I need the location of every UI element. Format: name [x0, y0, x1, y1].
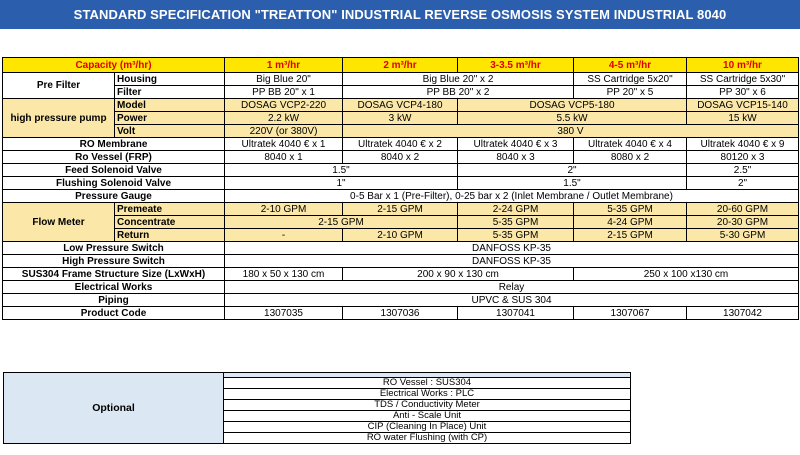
low-switch-value: DANFOSS KP-35 [225, 242, 799, 255]
capacity-col: 10 m³/hr [687, 58, 799, 73]
optional-item: Electrical Works : PLC [224, 389, 631, 400]
power-value: 2.2 kW [225, 112, 343, 125]
piping-label: Piping [3, 294, 225, 307]
electrical-label: Electrical Works [3, 281, 225, 294]
high-switch-value: DANFOSS KP-35 [225, 255, 799, 268]
product-code-value: 1307042 [687, 307, 799, 320]
flow-concentrate-row [3, 216, 799, 229]
power-value: 5.5 kW [458, 112, 687, 125]
return-value: 2-15 GPM [574, 229, 687, 242]
concentrate-value: 2-15 GPM [225, 216, 458, 229]
product-code-label: Product Code [3, 307, 225, 320]
frame-label: SUS304 Frame Structure Size (LxWxH) [3, 268, 225, 281]
model-value: DOSAG VCP2-220 [225, 99, 343, 112]
piping-value: UPVC & SUS 304 [225, 294, 799, 307]
premeate-value: 20-60 GPM [687, 203, 799, 216]
product-code-value: 1307036 [343, 307, 458, 320]
capacity-label: Capacity (m³/hr) [3, 58, 225, 73]
feed-valve-value: 2" [458, 164, 687, 177]
piping-row [3, 294, 799, 307]
concentrate-value: 20-30 GPM [687, 216, 799, 229]
capacity-col: 3-3.5 m³/hr [458, 58, 574, 73]
frame-value: 250 x 100 x130 cm [574, 268, 799, 281]
ro-membrane-value: Ultratek 4040 € x 9 [687, 138, 799, 151]
return-value: 2-10 GPM [343, 229, 458, 242]
electrical-value: Relay [225, 281, 799, 294]
optional-item: CIP (Cleaning In Place) Unit [224, 422, 631, 433]
filter-label: Filter [115, 86, 225, 99]
product-code-value: 1307035 [225, 307, 343, 320]
optional-item: RO Vessel : SUS304 [224, 378, 631, 389]
ro-membrane-row [3, 138, 799, 151]
ro-vessel-row [3, 151, 799, 164]
feed-valve-row [3, 164, 799, 177]
pump-volt-row [3, 125, 799, 138]
high-switch-label: High Pressure Switch [3, 255, 225, 268]
ro-membrane-value: Ultratek 4040 € x 4 [574, 138, 687, 151]
flush-valve-value: 2" [687, 177, 799, 190]
filter-value: PP BB 20" x 2 [343, 86, 574, 99]
ro-membrane-value: Ultratek 4040 € x 3 [458, 138, 574, 151]
gauge-value: 0-5 Bar x 1 (Pre-Filter), 0-25 bar x 2 (Inlet Membrane / Outlet Membrane) [225, 190, 799, 203]
capacity-col: 1 m³/hr [225, 58, 343, 73]
product-code-row [3, 307, 799, 320]
low-switch-row [3, 242, 799, 255]
low-switch-label: Low Pressure Switch [3, 242, 225, 255]
model-label: Model [115, 99, 225, 112]
housing-value: SS Cartridge 5x30" [687, 73, 799, 86]
premeate-value: 5-35 GPM [574, 203, 687, 216]
concentrate-value: 5-35 GPM [458, 216, 574, 229]
pump-model-row [3, 99, 799, 112]
product-code-value: 1307041 [458, 307, 574, 320]
spec-table [2, 57, 799, 320]
power-label: Power [115, 112, 225, 125]
ro-vessel-value: 8040 x 1 [225, 151, 343, 164]
model-value: DOSAG VCP15-140 [687, 99, 799, 112]
premeate-label: Premeate [115, 203, 225, 216]
return-value: 5-35 GPM [458, 229, 574, 242]
filter-value: PP 20" x 5 [574, 86, 687, 99]
optional-table [3, 372, 631, 444]
volt-value: 380 V [343, 125, 799, 138]
model-value: DOSAG VCP5-180 [458, 99, 687, 112]
capacity-col: 2 m³/hr [343, 58, 458, 73]
flow-label: Flow Meter [3, 203, 115, 242]
optional-item: TDS / Conductivity Meter [224, 400, 631, 411]
premeate-value: 2-24 GPM [458, 203, 574, 216]
optional-item: RO water Flushing (with CP) [224, 433, 631, 444]
return-value: 5-30 GPM [687, 229, 799, 242]
prefilter-housing-row [3, 73, 799, 86]
filter-value: PP 30" x 6 [687, 86, 799, 99]
flow-return-row [3, 229, 799, 242]
ro-membrane-value: Ultratek 4040 € x 2 [343, 138, 458, 151]
ro-vessel-value: 8040 x 2 [343, 151, 458, 164]
feed-valve-label: Feed Solenoid Valve [3, 164, 225, 177]
housing-label: Housing [115, 73, 225, 86]
feed-valve-value: 2.5" [687, 164, 799, 177]
prefilter-filter-row [3, 86, 799, 99]
ro-vessel-label: Ro Vessel (FRP) [3, 151, 225, 164]
gauge-label: Pressure Gauge [3, 190, 225, 203]
flush-valve-row [3, 177, 799, 190]
housing-value: SS Cartridge 5x20" [574, 73, 687, 86]
frame-value: 180 x 50 x 130 cm [225, 268, 343, 281]
concentrate-label: Concentrate [115, 216, 225, 229]
flush-valve-label: Flushing Solenoid Valve [3, 177, 225, 190]
gauge-row [3, 190, 799, 203]
optional-label: Optional [4, 373, 224, 444]
capacity-row [3, 58, 799, 73]
return-label: Return [115, 229, 225, 242]
premeate-value: 2-10 GPM [225, 203, 343, 216]
flush-valve-value: 1" [225, 177, 458, 190]
product-code-value: 1307067 [574, 307, 687, 320]
ro-membrane-value: Ultratek 4040 € x 1 [225, 138, 343, 151]
ro-vessel-value: 8080 x 2 [574, 151, 687, 164]
electrical-row [3, 281, 799, 294]
capacity-col: 4-5 m³/hr [574, 58, 687, 73]
flow-premeate-row [3, 203, 799, 216]
page-title: STANDARD SPECIFICATION "TREATTON" INDUSTRIAL REVERSE OSMOSIS SYSTEM INDUSTRIAL 8040 [0, 0, 800, 29]
prefilter-label: Pre Filter [3, 73, 115, 99]
premeate-value: 2-15 GPM [343, 203, 458, 216]
volt-value: 220V (or 380V) [225, 125, 343, 138]
pump-power-row [3, 112, 799, 125]
feed-valve-value: 1.5" [225, 164, 458, 177]
power-value: 3 kW [343, 112, 458, 125]
return-value: - [225, 229, 343, 242]
model-value: DOSAG VCP4-180 [343, 99, 458, 112]
ro-vessel-value: 80120 x 3 [687, 151, 799, 164]
housing-value: Big Blue 20" [225, 73, 343, 86]
flush-valve-value: 1.5" [458, 177, 687, 190]
concentrate-value: 4-24 GPM [574, 216, 687, 229]
filter-value: PP BB 20" x 1 [225, 86, 343, 99]
power-value: 15 kW [687, 112, 799, 125]
frame-value: 200 x 90 x 130 cm [343, 268, 574, 281]
frame-row [3, 268, 799, 281]
ro-vessel-value: 8040 x 3 [458, 151, 574, 164]
housing-value: Big Blue 20" x 2 [343, 73, 574, 86]
volt-label: Volt [115, 125, 225, 138]
optional-item: Anti - Scale Unit [224, 411, 631, 422]
pump-label: high pressure pump [3, 99, 115, 138]
high-switch-row [3, 255, 799, 268]
ro-membrane-label: RO Membrane [3, 138, 225, 151]
